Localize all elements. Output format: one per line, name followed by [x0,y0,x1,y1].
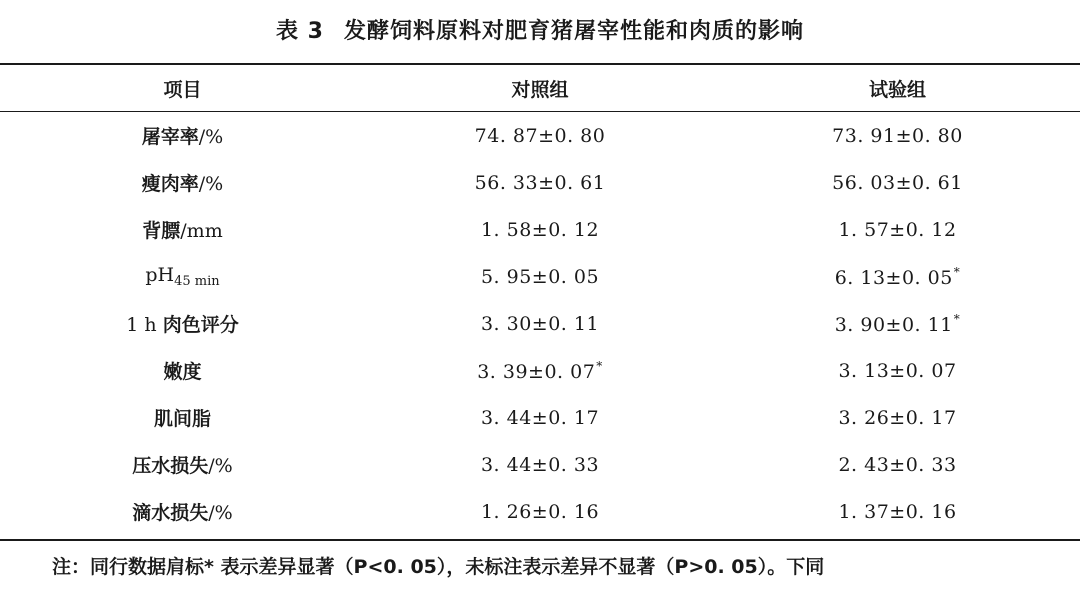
row-item-label [0,111,365,159]
item-unit: /% [208,455,233,477]
control-value-cell [365,441,715,488]
significance-mark: * [953,264,961,279]
trial-value: 73. 91±0. 80 [832,124,963,147]
table-row [0,441,1080,488]
item-subscript: 45 min [174,274,220,289]
trial-value-cell [715,206,1080,253]
item-unit: /% [198,173,224,195]
table-title: 发酵饲料原料对肥育猪屠宰性能和肉质的影响 [343,19,804,44]
control-value-cell [365,253,715,300]
table-row [0,394,1080,441]
control-value: 74. 87±0. 80 [474,124,606,147]
table-row [0,253,1080,300]
data-table [0,65,1080,535]
bottom-rule [0,539,1080,541]
table-caption [0,14,1080,45]
header-trial: 试验组 [868,78,926,101]
control-value: 3. 30±0. 11 [480,312,600,335]
table-row [0,347,1080,394]
control-value-cell [365,347,715,394]
control-value-cell [365,111,715,159]
control-value-cell [365,488,715,535]
row-item-label [0,441,365,488]
trial-value: 3. 90±0. 11 [834,313,953,336]
trial-value-cell [715,159,1080,206]
trial-value: 3. 13±0. 07 [838,359,957,382]
table-row [0,111,1080,159]
trial-value: 2. 43±0. 33 [838,453,957,476]
item-unit: /mm [180,220,223,242]
trial-value-cell [715,253,1080,300]
item-name: 背膘 [142,220,181,242]
item-name: 肉色评分 [162,314,239,336]
item-unit: /% [198,126,224,148]
table-footnote: 注：同行数据肩标* 表示差异显著（P<0. 05），未标注表示差异不显著（P>0. 05）。下同 [52,556,825,578]
control-value: 56. 33±0. 61 [474,171,606,194]
table-row [0,300,1080,347]
row-item-label [0,159,365,206]
item-name: 屠宰率 [141,126,199,148]
trial-value: 1. 37±0. 16 [838,500,957,523]
header-row [0,65,1080,111]
significance-mark: * [596,358,603,373]
trial-value-cell [715,488,1080,535]
trial-value: 56. 03±0. 61 [832,171,963,194]
control-value: 3. 39±0. 07 [477,360,596,383]
table-row [0,206,1080,253]
row-item-label [0,394,365,441]
trial-value-cell [715,111,1080,159]
control-value-cell [365,206,715,253]
row-item-label [0,300,365,347]
item-name: 滴水损失 [132,502,209,524]
item-prefix: 1 h [126,314,163,336]
control-value: 3. 44±0. 17 [480,406,600,429]
item-name: pH [145,264,175,286]
row-item-label [0,488,365,535]
trial-value-cell [715,394,1080,441]
control-value: 3. 44±0. 33 [480,453,600,476]
row-item-label [0,347,365,394]
table-number: 表 3 [276,19,324,44]
trial-value: 6. 13±0. 05 [834,266,953,289]
item-name: 肌间脂 [153,408,211,430]
trial-value-cell [715,441,1080,488]
header-control: 对照组 [511,78,569,101]
trial-value: 3. 26±0. 17 [838,406,957,429]
trial-value-cell [715,300,1080,347]
row-item-label [0,253,365,300]
control-value: 1. 26±0. 16 [480,500,600,523]
item-name: 嫩度 [163,361,202,383]
control-value-cell [365,300,715,347]
item-name: 压水损失 [132,455,209,477]
control-value-cell [365,394,715,441]
trial-value-cell [715,347,1080,394]
control-value: 1. 58±0. 12 [480,218,600,241]
item-unit: /% [208,502,233,524]
trial-value: 1. 57±0. 12 [838,218,957,241]
table-row [0,159,1080,206]
table-row [0,488,1080,535]
header-item: 项目 [163,78,202,101]
item-name: 瘦肉率 [141,173,199,195]
significance-mark: * [953,311,961,326]
control-value-cell [365,159,715,206]
control-value: 5. 95±0. 05 [480,265,600,288]
row-item-label [0,206,365,253]
